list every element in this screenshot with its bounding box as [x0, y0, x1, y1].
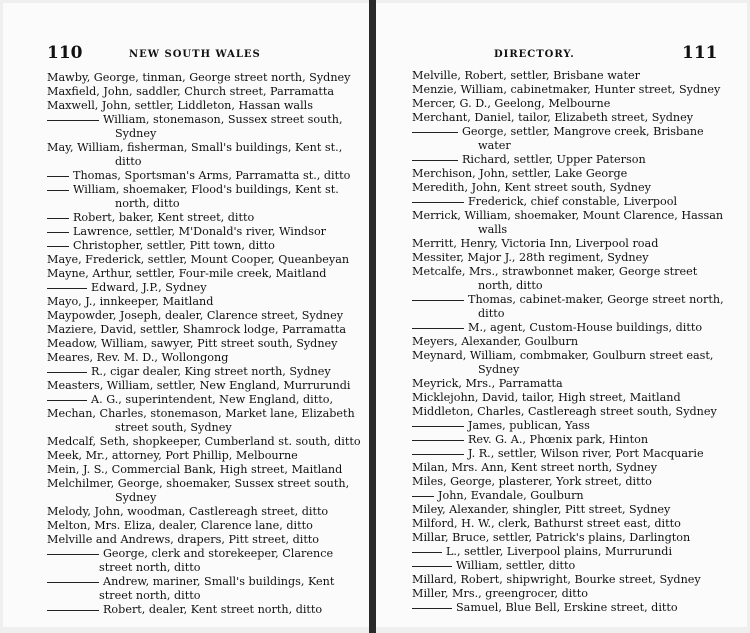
right-page-number: 111: [682, 43, 718, 63]
directory-entry: Melchilmer, George, shoemaker, Sussex street south,: [47, 477, 350, 490]
left-page-number: 110: [47, 43, 83, 63]
directory-entry: Richard, settler, Upper Paterson: [412, 153, 646, 167]
directory-entry: Miller, Mrs., greengrocer, ditto: [412, 587, 589, 600]
directory-entry: Frederick, chief constable, Liverpool: [412, 195, 677, 209]
directory-entry: Miles, George, plasterer, York street, ditto: [412, 475, 652, 488]
directory-entry: Rev. G. A., Phœnix park, Hinton: [412, 433, 648, 447]
directory-entry: Miley, Alexander, shingler, Pitt street, Sydney: [412, 503, 671, 516]
directory-entry: Meredith, John, Kent street south, Sydney: [412, 181, 651, 194]
entry-continuation: ditto: [478, 307, 505, 320]
entry-continuation: street north, ditto: [99, 561, 201, 574]
directory-entry: Meyrick, Mrs., Parramatta: [412, 377, 563, 390]
entry-continuation: street south, Sydney: [115, 421, 232, 434]
directory-entry: Maziere, David, settler, Shamrock lodge, Parramatta: [47, 323, 347, 336]
directory-entry: Merchison, John, settler, Lake George: [412, 167, 628, 180]
directory-entry: Mercer, G. D., Geelong, Melbourne: [412, 97, 611, 110]
directory-entry: Melton, Mrs. Eliza, dealer, Clarence lane, ditto: [47, 519, 313, 532]
directory-entry: Melville, Robert, settler, Brisbane water: [412, 69, 640, 82]
directory-entry: Samuel, Blue Bell, Erskine street, ditto: [412, 601, 678, 615]
directory-entry: Maxfield, John, saddler, Church street, Parramatta: [47, 85, 335, 98]
directory-entry: Merchant, Daniel, tailor, Elizabeth street, Sydney: [412, 111, 694, 124]
directory-entry: William, settler, ditto: [412, 559, 575, 573]
directory-entry: J. R., settler, Wilson river, Port Macquarie: [412, 447, 704, 461]
directory-entry: Thomas, cabinet-maker, George street north,: [412, 293, 724, 307]
directory-entry: Christopher, settler, Pitt town, ditto: [47, 239, 275, 253]
entry-continuation: water: [478, 139, 511, 152]
directory-entry: Milford, H. W., clerk, Bathurst street east, ditto: [412, 517, 681, 530]
entry-continuation: north, ditto: [478, 279, 543, 292]
directory-entry: William, shoemaker, Flood's buildings, Kent st.: [47, 183, 339, 197]
directory-entry: Meynard, William, combmaker, Goulburn street east,: [412, 349, 714, 362]
entry-continuation: walls: [478, 223, 508, 236]
directory-entry: Melville and Andrews, drapers, Pitt street, ditto: [47, 533, 320, 546]
directory-entry: Meek, Mr., attorney, Port Phillip, Melbourne: [47, 449, 298, 462]
directory-entry: Maye, Frederick, settler, Mount Cooper, Queanbeyan: [47, 253, 350, 266]
directory-entry: Andrew, mariner, Small's buildings, Kent: [47, 575, 334, 589]
directory-entry: Meares, Rev. M. D., Wollongong: [47, 351, 229, 364]
entry-continuation: north, ditto: [115, 197, 180, 210]
directory-entry: Mayo, J., innkeeper, Maitland: [47, 295, 214, 308]
right-page: [376, 3, 747, 627]
book-gutter: [369, 0, 376, 633]
directory-entry: George, settler, Mangrove creek, Brisbane: [412, 125, 704, 139]
directory-entry: Middleton, Charles, Castlereagh street south, Sydney: [412, 405, 717, 418]
directory-entry: Menzie, William, cabinetmaker, Hunter street, Sydney: [412, 83, 721, 96]
entry-continuation: street north, ditto: [99, 589, 201, 602]
directory-entry: Measters, William, settler, New England, Murrurundi: [47, 379, 351, 392]
directory-entry: R., cigar dealer, King street north, Sydney: [47, 365, 331, 379]
left-page-header: [3, 43, 369, 65]
directory-entry: William, stonemason, Sussex street south,: [47, 113, 343, 127]
directory-entry: George, clerk and storekeeper, Clarence: [47, 547, 333, 561]
entry-continuation: ditto: [115, 155, 142, 168]
entry-continuation: Sydney: [115, 127, 157, 140]
directory-entry: M., agent, Custom-House buildings, ditto: [412, 321, 702, 335]
left-running-title: NEW SOUTH WALES: [129, 49, 261, 60]
directory-entry: John, Evandale, Goulburn: [412, 489, 584, 503]
directory-entry: Merritt, Henry, Victoria Inn, Liverpool road: [412, 237, 659, 250]
directory-entry: Metcalfe, Mrs., strawbonnet maker, George street: [412, 265, 698, 278]
directory-entry: Mawby, George, tinman, George street north, Sydney: [47, 71, 351, 84]
directory-entry: Milan, Mrs. Ann, Kent street north, Sydney: [412, 461, 658, 474]
directory-entry: Robert, baker, Kent street, ditto: [47, 211, 254, 225]
directory-entry: Maxwell, John, settler, Liddleton, Hassan walls: [47, 99, 313, 112]
directory-entry: Millard, Robert, shipwright, Bourke street, Sydney: [412, 573, 701, 586]
left-page: [3, 3, 369, 627]
directory-entry: A. G., superintendent, New England, ditto,: [47, 393, 333, 407]
directory-entry: May, William, fisherman, Small's buildings, Kent st.,: [47, 141, 343, 154]
directory-entry: Mechan, Charles, stonemason, Market lane, Elizabeth: [47, 407, 355, 420]
directory-entry: Meyers, Alexander, Goulburn: [412, 335, 579, 348]
directory-entry: James, publican, Yass: [412, 419, 590, 433]
entry-continuation: Sydney: [478, 363, 520, 376]
directory-entry: Thomas, Sportsman's Arms, Parramatta st., ditto: [47, 169, 350, 183]
directory-entry: Lawrence, settler, M'Donald's river, Windsor: [47, 225, 326, 239]
directory-entry: Edward, J.P., Sydney: [47, 281, 207, 295]
right-page-header: [376, 43, 747, 65]
directory-entry: Millar, Bruce, settler, Patrick's plains, Darlington: [412, 531, 691, 544]
entry-continuation: Sydney: [115, 491, 157, 504]
directory-entry: Meadow, William, sawyer, Pitt street south, Sydney: [47, 337, 338, 350]
directory-entry: Medcalf, Seth, shopkeeper, Cumberland st. south, ditto: [47, 435, 361, 448]
directory-entry: Merrick, William, shoemaker, Mount Clarence, Hassan: [412, 209, 724, 222]
right-running-title: DIRECTORY.: [494, 49, 575, 60]
directory-entry: Mayne, Arthur, settler, Four-mile creek, Maitland: [47, 267, 327, 280]
directory-entry: Robert, dealer, Kent street north, ditto: [47, 603, 322, 617]
directory-entry: Micklejohn, David, tailor, High street, Maitland: [412, 391, 681, 404]
directory-entry: Mein, J. S., Commercial Bank, High street, Maitland: [47, 463, 343, 476]
directory-entry: Messiter, Major J., 28th regiment, Sydney: [412, 251, 649, 264]
directory-entry: Melody, John, woodman, Castlereagh street, ditto: [47, 505, 329, 518]
directory-entry: L., settler, Liverpool plains, Murrurundi: [412, 545, 672, 559]
directory-entry: Maypowder, Joseph, dealer, Clarence street, Sydney: [47, 309, 344, 322]
